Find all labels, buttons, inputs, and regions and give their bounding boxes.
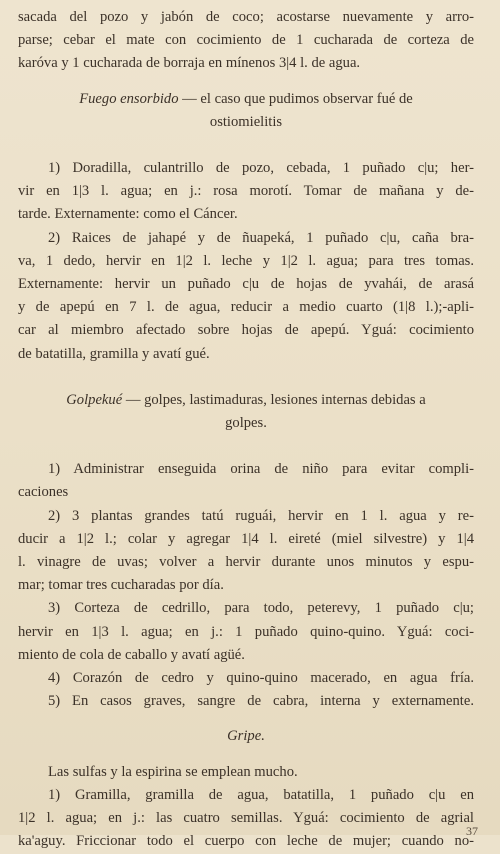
gripe-intro: Las sulfas y la espirina se emplean mucho. xyxy=(48,763,298,780)
text-line: mar; tomar tres cucharadas por día. xyxy=(18,577,224,594)
section-heading-gripe xyxy=(18,725,474,748)
text-line: tarde. Externamente: como el Cáncer. xyxy=(18,206,238,223)
text-line: caciones xyxy=(18,484,69,501)
remedy-5 xyxy=(18,690,474,713)
section-heading-fuego xyxy=(18,88,474,134)
text-line: 5) En casos graves, sangre de cabra, interna y externamente. xyxy=(48,693,474,710)
text-line: de batatilla, gramilla y avatí gué. xyxy=(18,345,210,362)
remedy-1 xyxy=(18,458,474,504)
text-line: l. vinagre de uvas; volver a hervir durante unos minutos y espu- xyxy=(18,554,474,571)
section-heading-golpekue xyxy=(18,389,474,435)
section-title: Golpekué xyxy=(66,391,123,408)
text-line: vir en 1|3 l. agua; en j.: rosa morotí. Tomar de mañana y de- xyxy=(18,183,474,200)
section-subtitle: — el caso que pudimos observar fué de xyxy=(178,90,413,107)
section-subtitle: — golpes, lastimaduras, lesiones internas debidas a xyxy=(122,391,426,408)
text-line: y de apepú en 7 l. de agua, reducir a medio cuarto (1|8 l.);-apli- xyxy=(18,299,474,316)
text-line: 2) Raices de jahapé y de ñuapeká, 1 puñado c|u, caña bra- xyxy=(48,229,474,246)
text-line: 4) Corazón de cedro y quino-quino macerado, en agua fría. xyxy=(48,670,474,687)
text-line: 3) Corteza de cedrillo, para todo, peterevy, 1 puñado c|u; xyxy=(48,600,474,617)
text-line: hervir en 1|3 l. agua; en j.: 1 puñado quino-quino. Yguá: coci- xyxy=(18,623,474,640)
section-subtitle-line2: golpes. xyxy=(225,415,267,432)
remedy-2 xyxy=(18,227,474,366)
remedy-3 xyxy=(18,597,474,667)
page-number: 37 xyxy=(466,824,478,838)
text-line: va, 1 dedo, hervir en 1|2 l. leche y 1|2 l. agua; para tres tomas. xyxy=(18,252,474,269)
text-line: ka'aguy. Friccionar todo el cuerpo con leche de mujer; cuando no- xyxy=(18,833,474,850)
text-line: 2) 3 plantas grandes tatú ruguái, hervir en 1 l. agua y re- xyxy=(48,507,474,524)
section-title: Fuego ensorbido xyxy=(79,90,179,107)
remedy-1 xyxy=(18,157,474,227)
text-line: 1) Doradilla, culantrillo de pozo, cebada, 1 puñado c|u; her- xyxy=(48,160,474,177)
remedy-2 xyxy=(18,505,474,598)
text-line: 1) Administrar enseguida orina de niño para evitar compli- xyxy=(48,461,474,478)
text-line: karóva y 1 cucharada de borraja en mínenos 3|4 l. de agua. xyxy=(18,55,361,72)
section-subtitle-line2: ostiomielitis xyxy=(209,113,283,130)
remedy-1 xyxy=(18,784,474,854)
text-line: 1|2 l. agua; en j.: las cuatro semillas. Yguá: cocimiento de agrial xyxy=(18,810,474,827)
text-line: 1) Gramilla, gramilla de agua, batatilla, 1 puñado c|u en xyxy=(48,786,474,803)
text-line: car al miembro afectado sobre hojas de apepú. Yguá: cocimiento xyxy=(18,322,474,339)
text-line: miento de cola de caballo y avatí agüé. xyxy=(18,646,245,663)
remedy-4 xyxy=(18,667,474,690)
text-line: parse; cebar el mate con cocimiento de 1 cucharada de corteza de xyxy=(18,32,474,49)
text-line: ducir a 1|2 l.; colar y agregar 1|4 l. eireté (miel silvestre) y 1|4 xyxy=(18,530,474,547)
text-line: sacada del pozo y jabón de coco; acostarse nuevamente y arro- xyxy=(18,9,474,25)
section-title: Gripe. xyxy=(227,728,265,745)
text-line: Externamente: hervir un puñado c|u de hojas de yvahái, de arasá xyxy=(18,276,474,293)
intro-paragraph xyxy=(18,6,474,76)
